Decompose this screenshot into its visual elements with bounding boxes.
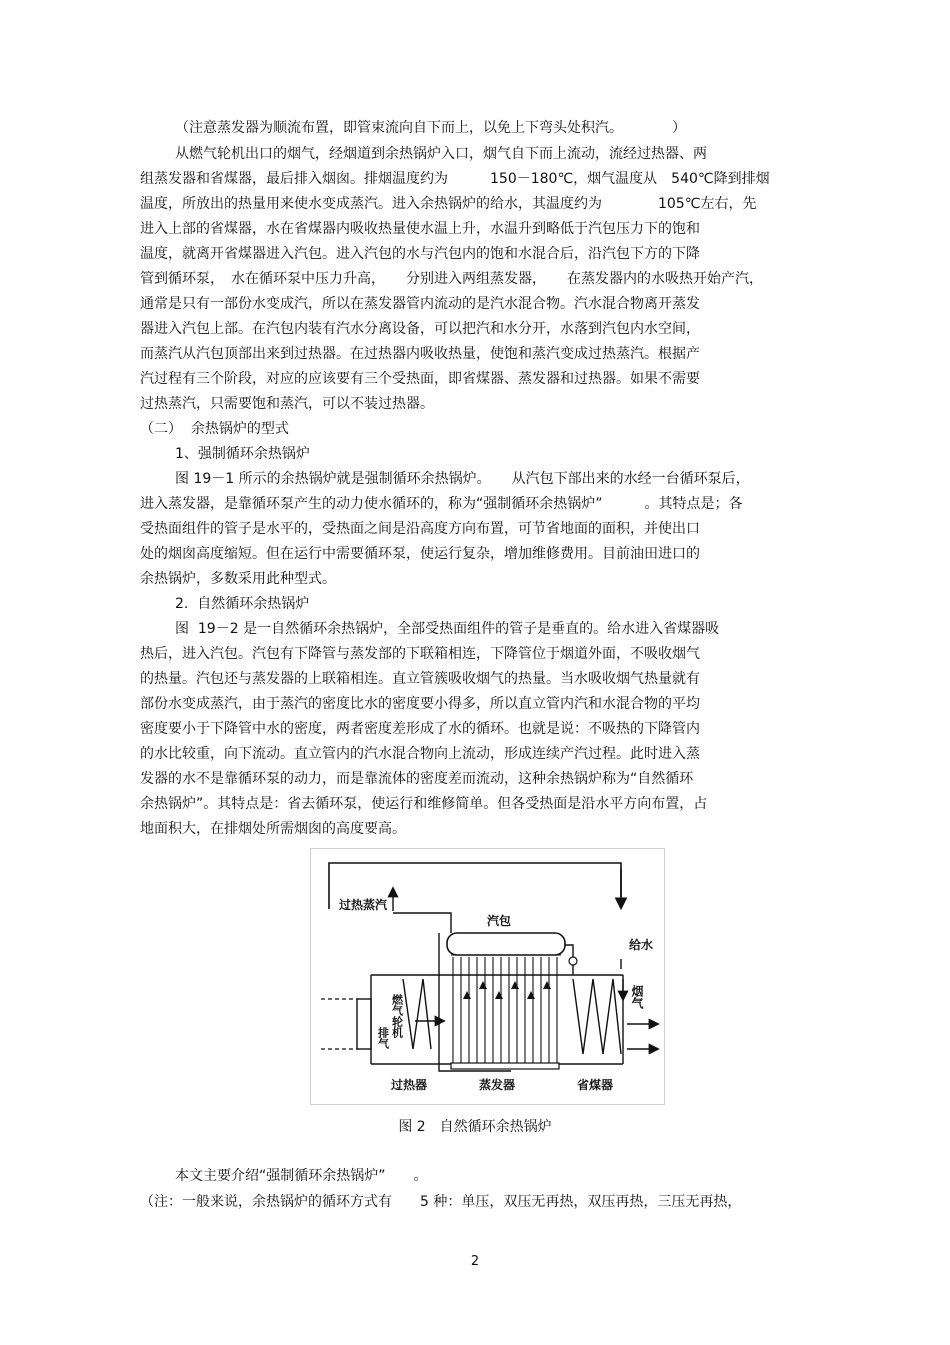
text-line: 处的烟囱高度缩短。但在运行中需要循环泵，使运行复杂，增加维修费用。目前油田进口的 [140, 546, 700, 562]
label-superheated-steam: 过热蒸汽 [339, 898, 388, 912]
text-line: 过热蒸汽，只需要饱和蒸汽，可以不装过热器。 [140, 396, 434, 412]
figure-caption: 图 2 自然循环余热锅炉 [398, 1119, 552, 1135]
label-gas-turbine: 燃气轮机 [390, 994, 404, 1038]
text-line: 余热锅炉”。其特点是：省去循环泵，使运行和维修简单。但各受热面是沿水平方向布置，占 [140, 796, 708, 812]
section-heading: （二） 余热锅炉的型式 [140, 421, 289, 437]
text-line: 汽过程有三个阶段，对应的应该要有三个受热面，即省煤器、蒸发器和过热器。如果不需要 [140, 371, 700, 387]
text-line: （注：一般来说，余热锅炉的循环方式有 5 种：单压，双压无再热，双压再热，三压无再热， [140, 1194, 742, 1210]
text-line: 组蒸发器和省煤器，最后排入烟囱。排烟温度约为 150－180℃，烟气温度从 540℃降到排烟 [140, 171, 770, 187]
label-evaporator: 蒸发器 [479, 1078, 516, 1092]
boiler-diagram [310, 848, 665, 1105]
text-line: （注意蒸发器为顺流布置，即管束流向自下而上，以免上下弯头处积汽。 ） [175, 120, 686, 136]
text-line: 通常是只有一部份水变成汽，所以在蒸发器管内流动的是汽水混合物。汽水混合物离开蒸发 [140, 296, 700, 312]
text-line: 进入蒸发器，是靠循环泵产生的动力使水循环的，称为“强制循环余热锅炉” 。其特点是；各 [140, 496, 743, 512]
page-number: 2 [470, 1254, 480, 1269]
text-line: 图 19－1 所示的余热锅炉就是强制循环余热锅炉。 从汽包下部出来的水经一台循环泵后， [175, 471, 750, 487]
label-drum: 汽包 [487, 914, 512, 928]
text-line: 热后，进入汽包。汽包有下降管与蒸发部的下联箱相连，下降管位于烟道外面，不吸收烟气 [140, 646, 700, 662]
text-line: 图 19－2 是一自然循环余热锅炉，全部受热面组件的管子是垂直的。给水进入省煤器吸 [175, 621, 720, 637]
text-line: 部份水变成蒸汽，由于蒸汽的密度比水的密度要小得多，所以直立管内汽和水混合物的平均 [140, 696, 700, 712]
text-line: 温度，就离开省煤器进入汽包。进入汽包的水与汽包内的饱和水混合后，沿汽包下方的下降 [140, 246, 700, 262]
text-line: 而蒸汽从汽包顶部出来到过热器。在过热器内吸收热量，使饱和蒸汽变成过热蒸汽。根据产 [140, 346, 700, 362]
subsection-heading: 1、强制循环余热锅炉 [175, 446, 310, 462]
text-line: 受热面组件的管子是水平的，受热面之间是沿高度方向布置，可节省地面的面积，并使出口 [140, 521, 700, 537]
text-line: 余热锅炉，多数采用此种型式。 [140, 571, 336, 587]
text-line: 的水比较重，向下流动。直立管内的汽水混合物向上流动，形成连续产汽过程。此时进入蒸 [140, 746, 700, 762]
text-line: 器进入汽包上部。在汽包内装有汽水分离设备，可以把汽和水分开，水落到汽包内水空间， [140, 321, 700, 337]
text-line: 温度，所放出的热量用来使水变成蒸汽。进入余热锅炉的给水，其温度约为 105℃左右，先 [140, 196, 757, 212]
label-economizer: 省煤器 [577, 1078, 614, 1092]
text-line: 密度要小于下降管中水的密度，两者密度差形成了水的循环。也就是说：不吸热的下降管内 [140, 721, 700, 737]
label-exhaust: 排气 [376, 1027, 390, 1049]
subsection-heading: 2. 自然循环余热锅炉 [175, 596, 310, 612]
text-line: 从燃气轮机出口的烟气，经烟道到余热锅炉入口，烟气自下而上流动，流经过热器、两 [175, 146, 707, 162]
label-feedwater: 给水 [629, 938, 654, 952]
label-flue-gas: 烟气 [630, 985, 644, 1009]
text-line: 地面积大，在排烟处所需烟囱的高度要高。 [140, 821, 406, 837]
text-line: 的热量。汽包还与蒸发器的上联箱相连。直立管簇吸收烟气的热量。当水吸收烟气热量就有 [140, 671, 700, 687]
text-line: 发器的水不是靠循环泵的动力，而是靠流体的密度差而流动，这种余热锅炉称为“自然循环 [140, 771, 694, 787]
text-line: 管到循环泵， 水在循环泵中压力升高， 分别进入两组蒸发器， 在蒸发器内的水吸热开始产汽， [140, 271, 763, 287]
text-line: 本文主要介绍“强制循环余热锅炉” 。 [175, 1168, 428, 1184]
text-line: 进入上部的省煤器，水在省煤器内吸收热量使水温上升，水温升到略低于汽包压力下的饱和 [140, 221, 700, 237]
label-superheater: 过热器 [391, 1078, 428, 1092]
